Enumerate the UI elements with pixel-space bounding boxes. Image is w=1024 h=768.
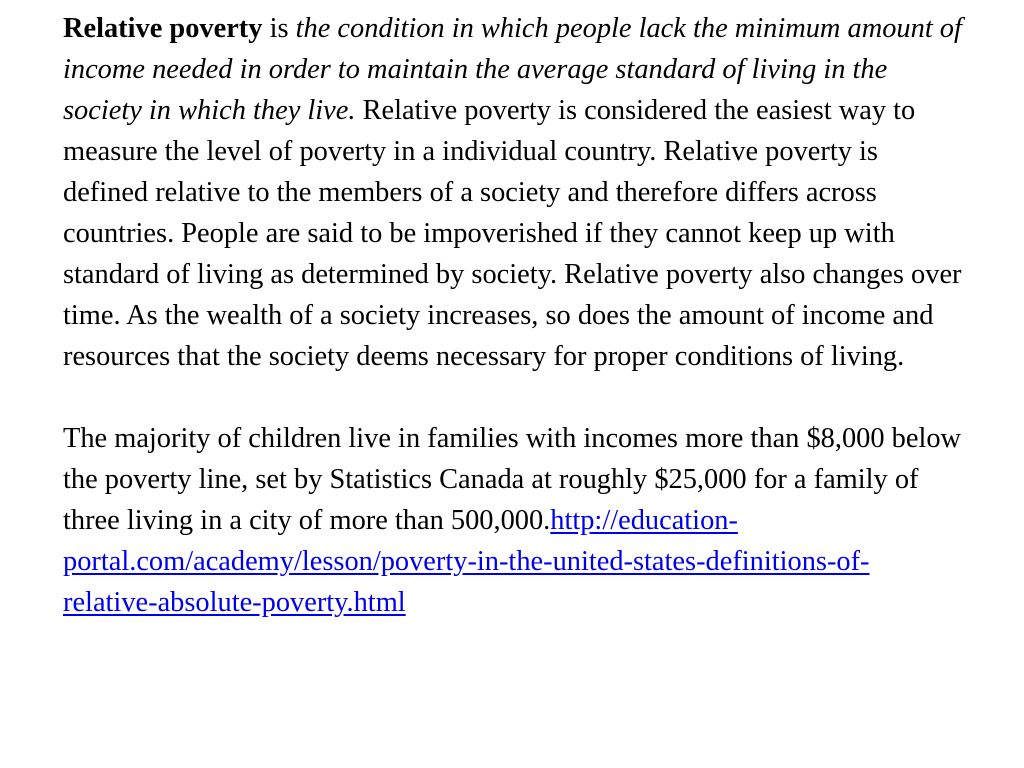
statistics-text: The majority of children live in families with incomes more than $8,000 below the poverty line, set by Statistics Canada at roughly $25,000 for a family of three living in a city of more than 500,000. (63, 423, 962, 536)
slide-content (63, 8, 963, 623)
definition-paragraph (63, 8, 963, 377)
source-link[interactable]: http://education-portal.com/academy/lesson/poverty-in-the-united-states-definitions-of-relative-absolute-poverty.html (63, 505, 870, 618)
explanation-text: Relative poverty is considered the easiest way to measure the level of poverty in a individual country. Relative poverty is defined relative to the members of a society and therefore differs across countries. People are said to be impoverished if they cannot keep up with standard of living as determined by society. Relative poverty also changes over time. As the wealth of a society increases, so does the amount of income and resources that the society deems necessary for proper conditions of living. (63, 95, 962, 372)
definition-text: the condition in which people lack the minimum amount of income needed in order to maintain the average standard of living in the society in which they live. (63, 13, 962, 126)
term-heading: Relative poverty (63, 13, 263, 44)
statistics-paragraph (63, 418, 963, 623)
term-connector: is (262, 13, 296, 44)
